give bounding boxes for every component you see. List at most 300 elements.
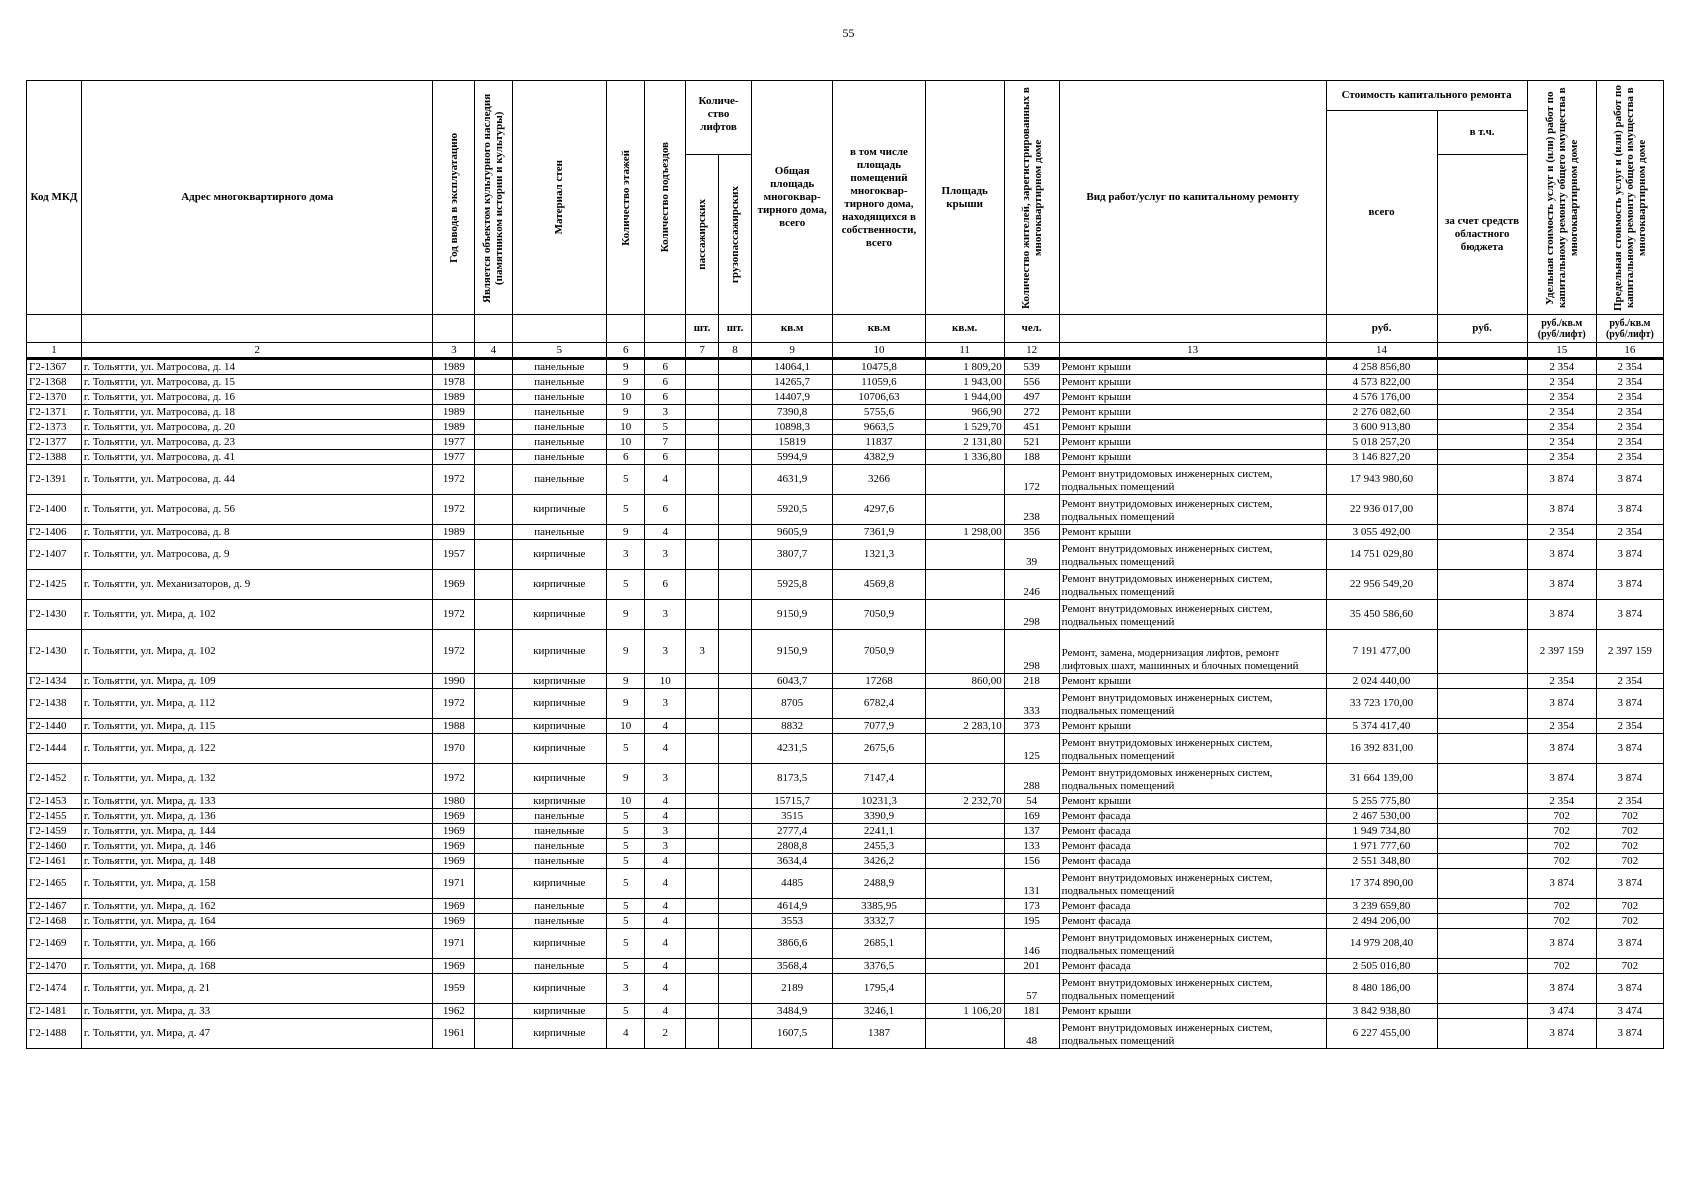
cell-total-area: 1607,5	[752, 1019, 833, 1049]
cell-year: 1962	[433, 1004, 475, 1019]
cell-total-area: 4631,9	[752, 465, 833, 495]
cell-heritage	[475, 674, 512, 689]
cell-walls: кирпичные	[512, 764, 606, 794]
cell-lifts-pass	[686, 929, 719, 959]
cell-total-area: 15819	[752, 435, 833, 450]
table-row	[27, 630, 1664, 674]
cell-entrances: 4	[645, 525, 686, 540]
cell-owned-area: 4382,9	[833, 450, 925, 465]
cell-lifts-pass: 3	[686, 630, 719, 674]
cell-owned-area: 9663,5	[833, 420, 925, 435]
cell-roof-area: 966,90	[925, 405, 1004, 420]
unit-rub: руб.	[1437, 315, 1527, 343]
cell-owned-area: 2241,1	[833, 824, 925, 839]
cell-heritage	[475, 390, 512, 405]
cell-max-cost: 2 397 159	[1596, 630, 1663, 674]
cell-walls: кирпичные	[512, 1004, 606, 1019]
hdr-owned-area: в том числе площадь помещений многоквар-тирного дома, находящихся в собственности, всего	[833, 81, 925, 315]
cell-work-type: Ремонт внутридомовых инженерных систем, подвальных помещений	[1059, 495, 1326, 525]
cell-lifts-cargo	[719, 495, 752, 525]
cell-year: 1969	[433, 914, 475, 929]
cell-lifts-cargo	[719, 959, 752, 974]
cell-walls: кирпичные	[512, 600, 606, 630]
cell-max-cost: 3 874	[1596, 495, 1663, 525]
cell-floors: 3	[607, 540, 645, 570]
cell-owned-area: 3266	[833, 465, 925, 495]
cell-floors: 9	[607, 525, 645, 540]
cell-floors: 5	[607, 899, 645, 914]
capital-repair-table	[26, 80, 1664, 1049]
cell-lifts-cargo	[719, 914, 752, 929]
cell-code: Г2-1444	[27, 734, 82, 764]
cell-year: 1971	[433, 929, 475, 959]
cell-work-type: Ремонт фасада	[1059, 839, 1326, 854]
cell-lifts-pass	[686, 914, 719, 929]
cell-unit-cost: 3 874	[1527, 869, 1596, 899]
cell-year: 1989	[433, 420, 475, 435]
cell-lifts-cargo	[719, 1019, 752, 1049]
cell-floors: 10	[607, 435, 645, 450]
cell-unit-cost: 3 874	[1527, 600, 1596, 630]
cell-unit-cost: 2 354	[1527, 450, 1596, 465]
cell-owned-area: 7361,9	[833, 525, 925, 540]
cell-floors: 9	[607, 600, 645, 630]
cell-cost-total: 1 949 734,80	[1326, 824, 1437, 839]
table-row	[27, 359, 1664, 375]
cell-cost-regional	[1437, 869, 1527, 899]
cell-work-type: Ремонт внутридомовых инженерных систем, подвальных помещений	[1059, 1019, 1326, 1049]
cell-floors: 5	[607, 839, 645, 854]
cell-address: г. Тольятти, ул. Мира, д. 132	[81, 764, 433, 794]
cell-residents: 125	[1004, 734, 1059, 764]
unit-pcs: шт.	[686, 315, 719, 343]
cell-floors: 3	[607, 974, 645, 1004]
cell-max-cost: 702	[1596, 839, 1663, 854]
cell-work-type: Ремонт крыши	[1059, 450, 1326, 465]
cell-roof-area: 1 298,00	[925, 525, 1004, 540]
cell-residents: 181	[1004, 1004, 1059, 1019]
cell-heritage	[475, 809, 512, 824]
cell-cost-total: 5 374 417,40	[1326, 719, 1437, 734]
cell-address: г. Тольятти, ул. Матросова, д. 14	[81, 359, 433, 375]
cell-heritage	[475, 764, 512, 794]
cell-code: Г2-1438	[27, 689, 82, 719]
cell-year: 1980	[433, 794, 475, 809]
hdr-cost-total: всего	[1326, 111, 1437, 315]
cell-work-type: Ремонт внутридомовых инженерных систем, подвальных помещений	[1059, 540, 1326, 570]
cell-residents: 146	[1004, 929, 1059, 959]
table-body	[27, 359, 1664, 1049]
unit-pcs: шт.	[719, 315, 752, 343]
cell-residents: 137	[1004, 824, 1059, 839]
cell-year: 1972	[433, 495, 475, 525]
cell-lifts-pass	[686, 764, 719, 794]
cell-entrances: 3	[645, 839, 686, 854]
cell-owned-area: 10475,8	[833, 359, 925, 375]
cell-cost-total: 4 573 822,00	[1326, 375, 1437, 390]
cell-floors: 5	[607, 869, 645, 899]
cell-total-area: 3515	[752, 809, 833, 824]
cell-lifts-cargo	[719, 929, 752, 959]
cell-walls: кирпичные	[512, 734, 606, 764]
cell-owned-area: 3390,9	[833, 809, 925, 824]
cell-floors: 9	[607, 375, 645, 390]
cell-total-area: 3484,9	[752, 1004, 833, 1019]
cell-cost-total: 5 255 775,80	[1326, 794, 1437, 809]
cell-walls: кирпичные	[512, 689, 606, 719]
cell-residents: 188	[1004, 450, 1059, 465]
cell-cost-regional	[1437, 1004, 1527, 1019]
table-row	[27, 959, 1664, 974]
cell-residents: 195	[1004, 914, 1059, 929]
cell-lifts-pass	[686, 570, 719, 600]
hdr-cost-incl: в т.ч.	[1437, 111, 1527, 155]
cell-cost-regional	[1437, 465, 1527, 495]
cell-floors: 5	[607, 570, 645, 600]
cell-cost-total: 2 551 348,80	[1326, 854, 1437, 869]
cell-code: Г2-1465	[27, 869, 82, 899]
hdr-work-type: Вид работ/услуг по капитальному ремонту	[1059, 81, 1326, 315]
cell-total-area: 8705	[752, 689, 833, 719]
cell-year: 1989	[433, 359, 475, 375]
cell-code: Г2-1370	[27, 390, 82, 405]
cell-lifts-pass	[686, 600, 719, 630]
cell-cost-regional	[1437, 375, 1527, 390]
cell-work-type: Ремонт фасада	[1059, 899, 1326, 914]
hdr-lifts-pass: пассажирских	[686, 155, 719, 315]
cell-lifts-pass	[686, 809, 719, 824]
cell-year: 1961	[433, 1019, 475, 1049]
cell-max-cost: 702	[1596, 809, 1663, 824]
table-row	[27, 375, 1664, 390]
cell-lifts-cargo	[719, 465, 752, 495]
cell-work-type: Ремонт крыши	[1059, 1004, 1326, 1019]
cell-cost-total: 8 480 186,00	[1326, 974, 1437, 1004]
cell-heritage	[475, 525, 512, 540]
cell-work-type: Ремонт крыши	[1059, 794, 1326, 809]
cell-cost-total: 3 842 938,80	[1326, 1004, 1437, 1019]
cell-unit-cost: 2 354	[1527, 390, 1596, 405]
cell-address: г. Тольятти, ул. Механизаторов, д. 9	[81, 570, 433, 600]
cell-address: г. Тольятти, ул. Матросова, д. 15	[81, 375, 433, 390]
cell-year: 1969	[433, 899, 475, 914]
cell-code: Г2-1425	[27, 570, 82, 600]
cell-cost-total: 3 239 659,80	[1326, 899, 1437, 914]
cell-code: Г2-1460	[27, 839, 82, 854]
cell-entrances: 5	[645, 420, 686, 435]
cell-code: Г2-1470	[27, 959, 82, 974]
cell-lifts-cargo	[719, 540, 752, 570]
cell-address: г. Тольятти, ул. Мира, д. 21	[81, 974, 433, 1004]
cell-entrances: 3	[645, 630, 686, 674]
cell-lifts-pass	[686, 959, 719, 974]
cell-entrances: 4	[645, 809, 686, 824]
cell-cost-total: 3 055 492,00	[1326, 525, 1437, 540]
cell-max-cost: 2 354	[1596, 405, 1663, 420]
cell-floors: 5	[607, 914, 645, 929]
cell-year: 1957	[433, 540, 475, 570]
cell-unit-cost: 3 874	[1527, 734, 1596, 764]
cell-max-cost: 2 354	[1596, 450, 1663, 465]
cell-max-cost: 3 874	[1596, 764, 1663, 794]
cell-entrances: 4	[645, 465, 686, 495]
cell-residents: 521	[1004, 435, 1059, 450]
cell-lifts-cargo	[719, 390, 752, 405]
cell-lifts-pass	[686, 824, 719, 839]
table-row	[27, 929, 1664, 959]
cell-owned-area: 7050,9	[833, 600, 925, 630]
table-row	[27, 794, 1664, 809]
cell-cost-total: 4 576 176,00	[1326, 390, 1437, 405]
cell-walls: кирпичные	[512, 719, 606, 734]
cell-walls: кирпичные	[512, 1019, 606, 1049]
cell-lifts-cargo	[719, 719, 752, 734]
cell-unit-cost: 2 354	[1527, 420, 1596, 435]
table-row	[27, 854, 1664, 869]
table-row	[27, 405, 1664, 420]
cell-address: г. Тольятти, ул. Мира, д. 102	[81, 600, 433, 630]
cell-walls: панельные	[512, 359, 606, 375]
cell-walls: панельные	[512, 824, 606, 839]
cell-work-type: Ремонт внутридомовых инженерных систем, подвальных помещений	[1059, 869, 1326, 899]
cell-lifts-cargo	[719, 359, 752, 375]
cell-residents: 356	[1004, 525, 1059, 540]
cell-entrances: 4	[645, 929, 686, 959]
cell-year: 1977	[433, 450, 475, 465]
cell-owned-area: 5755,6	[833, 405, 925, 420]
cell-entrances: 3	[645, 405, 686, 420]
table-row	[27, 1004, 1664, 1019]
table-row	[27, 525, 1664, 540]
cell-owned-area: 3332,7	[833, 914, 925, 929]
cell-walls: панельные	[512, 525, 606, 540]
cell-max-cost: 3 874	[1596, 465, 1663, 495]
cell-total-area: 2808,8	[752, 839, 833, 854]
cell-total-area: 14407,9	[752, 390, 833, 405]
cell-year: 1990	[433, 674, 475, 689]
cell-residents: 298	[1004, 600, 1059, 630]
cell-total-area: 3866,6	[752, 929, 833, 959]
cell-walls: панельные	[512, 854, 606, 869]
cell-entrances: 2	[645, 1019, 686, 1049]
cell-owned-area: 10231,3	[833, 794, 925, 809]
cell-work-type: Ремонт, замена, модернизация лифтов, ремонт лифтовых шахт, машинных и блочных помещений	[1059, 630, 1326, 674]
cell-cost-regional	[1437, 824, 1527, 839]
cell-code: Г2-1430	[27, 630, 82, 674]
cell-cost-total: 2 467 530,00	[1326, 809, 1437, 824]
table-row	[27, 420, 1664, 435]
cell-total-area: 9150,9	[752, 630, 833, 674]
cell-year: 1972	[433, 689, 475, 719]
cell-code: Г2-1388	[27, 450, 82, 465]
cell-roof-area	[925, 570, 1004, 600]
cell-address: г. Тольятти, ул. Мира, д. 136	[81, 809, 433, 824]
cell-cost-total: 14 979 208,40	[1326, 929, 1437, 959]
cell-year: 1969	[433, 854, 475, 869]
cell-unit-cost: 702	[1527, 914, 1596, 929]
cell-walls: кирпичные	[512, 974, 606, 1004]
cell-lifts-cargo	[719, 375, 752, 390]
cell-address: г. Тольятти, ул. Мира, д. 133	[81, 794, 433, 809]
cell-residents: 39	[1004, 540, 1059, 570]
cell-lifts-cargo	[719, 809, 752, 824]
cell-cost-regional	[1437, 495, 1527, 525]
cell-floors: 9	[607, 689, 645, 719]
cell-entrances: 4	[645, 959, 686, 974]
cell-floors: 5	[607, 959, 645, 974]
cell-cost-regional	[1437, 959, 1527, 974]
cell-lifts-cargo	[719, 689, 752, 719]
cell-cost-regional	[1437, 689, 1527, 719]
hdr-roof-area: Площадь крыши	[925, 81, 1004, 315]
cell-owned-area: 1321,3	[833, 540, 925, 570]
cell-lifts-pass	[686, 390, 719, 405]
cell-lifts-cargo	[719, 854, 752, 869]
cell-heritage	[475, 570, 512, 600]
cell-roof-area	[925, 495, 1004, 525]
cell-work-type: Ремонт внутридомовых инженерных систем, подвальных помещений	[1059, 929, 1326, 959]
cell-heritage	[475, 1019, 512, 1049]
cell-lifts-pass	[686, 359, 719, 375]
cell-unit-cost: 2 354	[1527, 375, 1596, 390]
table-row	[27, 689, 1664, 719]
cell-walls: панельные	[512, 435, 606, 450]
cell-entrances: 4	[645, 869, 686, 899]
cell-lifts-pass	[686, 405, 719, 420]
cell-code: Г2-1468	[27, 914, 82, 929]
table-row	[27, 495, 1664, 525]
cell-max-cost: 2 354	[1596, 375, 1663, 390]
cell-floors: 9	[607, 405, 645, 420]
cell-floors: 9	[607, 764, 645, 794]
cell-address: г. Тольятти, ул. Матросова, д. 18	[81, 405, 433, 420]
cell-owned-area: 11059,6	[833, 375, 925, 390]
cell-roof-area	[925, 689, 1004, 719]
cell-address: г. Тольятти, ул. Мира, д. 146	[81, 839, 433, 854]
cell-code: Г2-1440	[27, 719, 82, 734]
cell-total-area: 8173,5	[752, 764, 833, 794]
cell-heritage	[475, 689, 512, 719]
cell-roof-area	[925, 899, 1004, 914]
cell-address: г. Тольятти, ул. Матросова, д. 8	[81, 525, 433, 540]
cell-work-type: Ремонт внутридомовых инженерных систем, подвальных помещений	[1059, 600, 1326, 630]
cell-code: Г2-1371	[27, 405, 82, 420]
cell-entrances: 3	[645, 540, 686, 570]
cell-year: 1972	[433, 630, 475, 674]
hdr-heritage: Является объектом культурного наследия (памятником истории и культуры)	[475, 81, 512, 315]
cell-address: г. Тольятти, ул. Матросова, д. 9	[81, 540, 433, 570]
cell-walls: панельные	[512, 420, 606, 435]
cell-max-cost: 2 354	[1596, 390, 1663, 405]
cell-work-type: Ремонт крыши	[1059, 435, 1326, 450]
cell-lifts-cargo	[719, 435, 752, 450]
cell-walls: кирпичные	[512, 794, 606, 809]
cell-total-area: 9605,9	[752, 525, 833, 540]
cell-floors: 5	[607, 734, 645, 764]
cell-year: 1972	[433, 600, 475, 630]
cell-lifts-cargo	[719, 525, 752, 540]
cell-walls: кирпичные	[512, 630, 606, 674]
cell-total-area: 14064,1	[752, 359, 833, 375]
cell-code: Г2-1407	[27, 540, 82, 570]
cell-roof-area	[925, 854, 1004, 869]
unit-people: чел.	[1004, 315, 1059, 343]
cell-entrances: 4	[645, 719, 686, 734]
cell-roof-area	[925, 959, 1004, 974]
cell-walls: панельные	[512, 450, 606, 465]
cell-cost-regional	[1437, 570, 1527, 600]
cell-walls: кирпичные	[512, 674, 606, 689]
cell-unit-cost: 3 874	[1527, 570, 1596, 600]
cell-code: Г2-1452	[27, 764, 82, 794]
cell-residents: 497	[1004, 390, 1059, 405]
cell-max-cost: 702	[1596, 824, 1663, 839]
cell-code: Г2-1400	[27, 495, 82, 525]
cell-total-area: 4614,9	[752, 899, 833, 914]
cell-lifts-pass	[686, 1019, 719, 1049]
cell-total-area: 8832	[752, 719, 833, 734]
cell-owned-area: 7147,4	[833, 764, 925, 794]
cell-roof-area: 2 283,10	[925, 719, 1004, 734]
cell-entrances: 3	[645, 600, 686, 630]
cell-owned-area: 2488,9	[833, 869, 925, 899]
cell-entrances: 6	[645, 570, 686, 600]
cell-residents: 556	[1004, 375, 1059, 390]
cell-walls: панельные	[512, 899, 606, 914]
cell-lifts-pass	[686, 450, 719, 465]
cell-code: Г2-1481	[27, 1004, 82, 1019]
cell-cost-regional	[1437, 974, 1527, 1004]
cell-heritage	[475, 959, 512, 974]
cell-work-type: Ремонт крыши	[1059, 375, 1326, 390]
cell-work-type: Ремонт фасада	[1059, 824, 1326, 839]
cell-year: 1977	[433, 435, 475, 450]
cell-heritage	[475, 734, 512, 764]
cell-roof-area: 1 336,80	[925, 450, 1004, 465]
cell-year: 1988	[433, 719, 475, 734]
cell-cost-regional	[1437, 914, 1527, 929]
cell-walls: панельные	[512, 390, 606, 405]
cell-residents: 539	[1004, 359, 1059, 375]
cell-heritage	[475, 450, 512, 465]
table-row	[27, 1019, 1664, 1049]
cell-cost-regional	[1437, 734, 1527, 764]
cell-unit-cost: 3 874	[1527, 1019, 1596, 1049]
cell-work-type: Ремонт крыши	[1059, 674, 1326, 689]
cell-code: Г2-1373	[27, 420, 82, 435]
cell-lifts-pass	[686, 974, 719, 1004]
cell-lifts-pass	[686, 375, 719, 390]
cell-address: г. Тольятти, ул. Матросова, д. 16	[81, 390, 433, 405]
cell-walls: кирпичные	[512, 495, 606, 525]
cell-address: г. Тольятти, ул. Мира, д. 168	[81, 959, 433, 974]
hdr-total-area: Общая площадь многоквар-тирного дома, всего	[752, 81, 833, 315]
cell-roof-area	[925, 540, 1004, 570]
cell-year: 1969	[433, 570, 475, 600]
cell-lifts-pass	[686, 719, 719, 734]
cell-lifts-pass	[686, 734, 719, 764]
cell-lifts-cargo	[719, 630, 752, 674]
cell-unit-cost: 702	[1527, 854, 1596, 869]
cell-owned-area: 11837	[833, 435, 925, 450]
cell-work-type: Ремонт внутридомовых инженерных систем, подвальных помещений	[1059, 974, 1326, 1004]
table-row	[27, 974, 1664, 1004]
cell-work-type: Ремонт внутридомовых инженерных систем, подвальных помещений	[1059, 465, 1326, 495]
cell-address: г. Тольятти, ул. Мира, д. 102	[81, 630, 433, 674]
cell-cost-total: 2 276 082,60	[1326, 405, 1437, 420]
cell-walls: панельные	[512, 839, 606, 854]
cell-work-type: Ремонт внутридомовых инженерных систем, подвальных помещений	[1059, 734, 1326, 764]
